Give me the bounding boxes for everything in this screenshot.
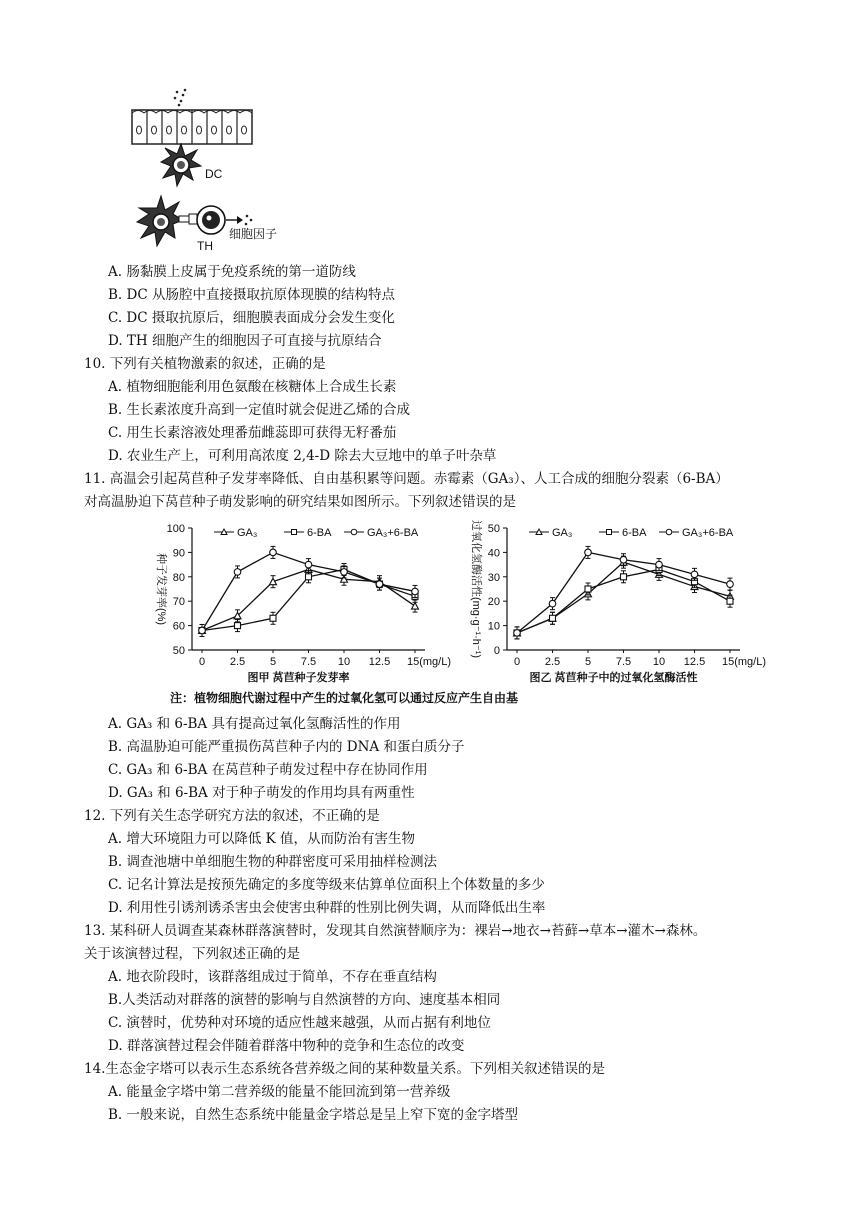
q10-option-d: D. 农业生产上，可利用高浓度 2,4-D 除去大豆地中的单子叶杂草 [108, 448, 497, 464]
data-point-circle [727, 581, 734, 588]
data-point-circle [620, 556, 627, 563]
chart-catalase-activity [455, 518, 767, 688]
dc-cell [161, 144, 201, 186]
legend-marker [666, 529, 672, 535]
q13-option-d: D. 群落演替过程会伴随着群落中物种的竞争和生态位的改变 [108, 1038, 465, 1054]
q11-stem-line2: 对高温胁迫下莴苣种子萌发影响的研究结果如图所示。下列叙述错误的是 [84, 494, 516, 510]
legend-marker [292, 530, 297, 535]
data-point-circle [549, 600, 556, 607]
x-tick-label: 10 [337, 656, 351, 668]
x-tick-label: 7.5 [300, 656, 317, 668]
data-point-circle [514, 630, 521, 637]
chart-note: 注：植物细胞代谢过程中产生的过氧化氢可以通过反应产生自由基 [170, 691, 519, 705]
y-tick-label: 100 [166, 523, 185, 535]
q12-option-b: B. 调查池塘中单细胞生物的种群密度可采用抽样检测法 [108, 854, 438, 870]
y-axis-label: 过氧化氢酶活性(mg·g⁻¹·h⁻¹) [470, 519, 482, 659]
data-point-circle [234, 569, 241, 576]
data-point-circle [305, 561, 312, 568]
y-tick-label: 0 [493, 645, 500, 657]
x-tick-label: 15(mg/L) [407, 656, 452, 668]
legend-label: GA₃+6-BA [367, 527, 419, 539]
y-tick-label: 70 [172, 596, 185, 609]
data-point-triangle [412, 603, 419, 610]
y-axis-label: 种子发芽率(%) [155, 552, 167, 626]
data-point-circle [199, 627, 206, 634]
data-point-circle [270, 549, 277, 556]
data-point-square [727, 598, 733, 604]
q9-option-b: B. DC 从肠腔中直接摄取抗原体现膜的结构特点 [108, 287, 395, 303]
q14-option-b: B. 一般来说，自然生态系统中能量金字塔总是呈上窄下宽的金字塔型 [108, 1107, 519, 1123]
legend-label: 6-BA [622, 527, 647, 539]
q12-stem: 12. 下列有关生态学研究方法的叙述，不正确的是 [84, 808, 380, 824]
y-tick-label: 50 [172, 645, 185, 657]
x-tick-label: 0 [513, 656, 521, 668]
immune-cell-diagram [125, 88, 325, 263]
q13-stem-line1: 13. 某科研人员调查某森林群落演替时，发现其自然演替顺序为：裸岩→地衣→苔藓→草本→灌木→森林。 [84, 923, 707, 939]
q13-option-a: A. 地衣阶段时，该群落组成过于简单，不存在垂直结构 [108, 969, 437, 985]
x-tick-label: 0 [198, 656, 206, 668]
x-tick-label: 2.5 [229, 656, 246, 668]
q13-option-b: B.人类活动对群落的演替的影响与自然演替的方向、速度基本相同 [108, 992, 501, 1008]
q11-stem-line1: 11. 高温会引起莴苣种子发芽率降低、自由基积累等问题。赤霉素（GA₃）、人工合成的细胞分裂素（6-BA） [84, 471, 729, 487]
q10-option-c: C. 用生长素溶液处理番茄雌蕊即可获得无籽番茄 [108, 425, 397, 441]
legend-label: 6-BA [307, 527, 332, 539]
y-tick-label: 10 [487, 620, 500, 633]
data-point-circle [341, 569, 348, 576]
data-point-square [585, 586, 591, 592]
y-tick-label: 40 [487, 547, 500, 560]
legend-marker [607, 530, 612, 535]
legend-marker [351, 529, 357, 535]
data-point-circle [376, 581, 383, 588]
x-tick-label: 2.5 [544, 656, 561, 668]
chart-title: 图乙 莴苣种子中的过氧化氢酶活性 [529, 672, 698, 684]
legend-label: GA₃ [237, 527, 258, 539]
cytokine-label: 细胞因子 [229, 227, 278, 241]
data-point-circle [412, 588, 419, 595]
chart-germination-rate [140, 518, 452, 688]
dc-label: DC [205, 167, 223, 181]
q10-option-a: A. 植物细胞能利用色氨酸在核糖体上合成生长素 [108, 379, 397, 395]
y-tick-label: 30 [487, 571, 500, 584]
q9-option-c: C. DC 摄取抗原后，细胞膜表面成分会发生变化 [108, 310, 395, 326]
x-tick-label: 12.5 [368, 656, 391, 668]
q10-stem: 10. 下列有关植物激素的叙述，正确的是 [84, 356, 326, 372]
legend-label: GA₃+6-BA [682, 527, 734, 539]
y-tick-label: 20 [487, 596, 500, 609]
q9-option-d: D. TH 细胞产生的细胞因子可直接与抗原结合 [108, 333, 382, 349]
data-point-circle [691, 571, 698, 578]
data-point-square [270, 615, 276, 621]
y-tick-label: 60 [172, 620, 185, 633]
legend-label: GA₃ [552, 527, 573, 539]
x-tick-label: 15(mg/L) [722, 656, 767, 668]
y-tick-label: 80 [172, 571, 185, 584]
x-tick-label: 12.5 [683, 656, 706, 668]
q11-option-a: A. GA₃ 和 6-BA 具有提高过氧化氢酶活性的作用 [108, 716, 401, 732]
data-point-square [235, 623, 241, 629]
data-point-square [550, 615, 556, 621]
data-point-circle [585, 549, 592, 556]
q12-option-c: C. 记名计算法是按预先确定的多度等级来估算单位面积上个体数量的多少 [108, 877, 545, 893]
immune-cell-figure [125, 88, 325, 263]
th-label: TH [197, 239, 213, 253]
q12-option-a: A. 增大环境阻力可以降低 K 值，从而防治有害生物 [108, 831, 415, 847]
q11-option-b: B. 高温胁迫可能严重损伤莴苣种子内的 DNA 和蛋白质分子 [108, 739, 465, 755]
q14-stem: 14.生态金字塔可以表示生态系统各营养级之间的某种数量关系。下列相关叙述错误的是 [84, 1061, 605, 1077]
q11-option-c: C. GA₃ 和 6-BA 在莴苣种子萌发过程中存在协同作用 [108, 762, 428, 778]
y-tick-label: 50 [487, 523, 500, 535]
q13-option-c: C. 演替时，优势种对环境的适应性越来越强，从而占据有利地位 [108, 1015, 491, 1031]
q14-option-a: A. 能量金字塔中第二营养级的能量不能回流到第一营养级 [108, 1084, 451, 1100]
data-point-circle [656, 561, 663, 568]
x-tick-label: 5 [584, 656, 592, 668]
y-tick-label: 90 [172, 547, 185, 560]
data-point-square [621, 574, 627, 580]
x-tick-label: 7.5 [615, 656, 632, 668]
q11-option-d: D. GA₃ 和 6-BA 对于种子萌发的作用均具有两重性 [108, 785, 415, 801]
x-tick-label: 5 [269, 656, 277, 668]
q9-option-a: A. 肠黏膜上皮属于免疫系统的第一道防线 [108, 264, 356, 280]
antigen-particles [174, 89, 187, 107]
x-tick-label: 10 [652, 656, 666, 668]
chart-title: 图甲 莴苣种子发芽率 [247, 672, 350, 684]
q12-option-d: D. 利用性引诱剂诱杀害虫会使害虫种群的性别比例失调，从而降低出生率 [108, 900, 546, 916]
q10-option-b: B. 生长素浓度升高到一定值时就会促进乙烯的合成 [108, 402, 411, 418]
data-point-square [306, 574, 312, 580]
dc-cell-presenting [137, 196, 197, 246]
q13-stem-line2: 关于该演替过程，下列叙述正确的是 [84, 946, 300, 962]
